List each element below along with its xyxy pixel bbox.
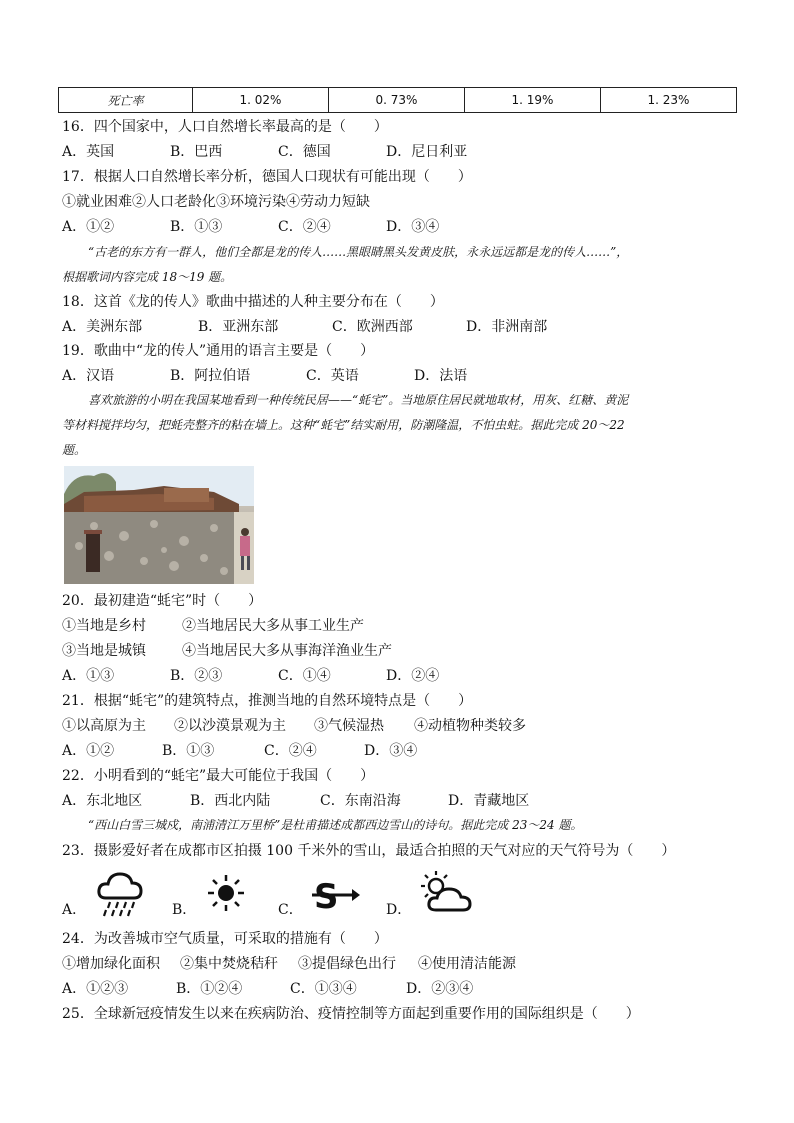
option-a[interactable]: A．美洲东部 xyxy=(62,319,143,335)
option-d[interactable]: D．法语 xyxy=(414,368,468,384)
option-a[interactable]: A．汉语 xyxy=(62,368,115,384)
option-a[interactable]: A．东北地区 xyxy=(62,793,143,809)
rate-table xyxy=(58,87,737,113)
option-d[interactable]: D．②④ xyxy=(386,668,440,684)
option-d[interactable]: D．青藏地区 xyxy=(448,793,530,809)
option-a[interactable]: A．英国 xyxy=(62,144,115,160)
option-d[interactable]: D．③④ xyxy=(386,219,440,235)
passage-line: 喜欢旅游的小明在我国某地看到一种传统民居——“蚝宅”。当地原住居民就地取材，用灰、红糖、黄泥 xyxy=(88,393,629,407)
option-d[interactable]: D．尼日利亚 xyxy=(386,144,468,160)
option-a[interactable]: A．①③ xyxy=(62,668,115,684)
oyster-house-photo xyxy=(64,466,254,584)
option-c[interactable]: C．欧洲西部 xyxy=(332,319,413,335)
option-a[interactable]: A．①② xyxy=(62,743,115,759)
option-d[interactable]: D． xyxy=(386,902,412,918)
partly-cloudy-icon[interactable] xyxy=(420,868,472,918)
choice-1: ①以高原为主 xyxy=(62,718,146,734)
choice-4: ④使用清洁能源 xyxy=(418,956,516,972)
option-c[interactable]: C．②④ xyxy=(264,743,317,759)
choice-2: ②当地居民大多从事工业生产 xyxy=(182,618,364,634)
passage-line: 根据歌词内容完成 18～19 题。 xyxy=(62,270,233,284)
option-c[interactable]: C． xyxy=(278,902,303,918)
option-b[interactable]: B．亚洲东部 xyxy=(198,319,279,335)
table-cell: 1. 02% xyxy=(192,88,328,113)
question-22-stem: 22．小明看到的“蚝宅”最大可能位于我国（ ） xyxy=(62,768,375,784)
svg-text:S: S xyxy=(314,877,339,917)
question-20-stem: 20．最初建造“蚝宅”时（ ） xyxy=(62,593,263,609)
choice-3: ③提倡绿色出行 xyxy=(298,956,396,972)
passage-song xyxy=(62,240,732,290)
choice-3: ③气候湿热 xyxy=(314,718,384,734)
option-d[interactable]: D．非洲南部 xyxy=(466,319,548,335)
question-25-stem: 25．全球新冠疫情发生以来在疾病防治、疫情控制等方面起到重要作用的国际组织是（ ） xyxy=(62,1006,640,1022)
option-c[interactable]: C．①③④ xyxy=(290,981,357,997)
option-a[interactable]: A． xyxy=(62,902,87,918)
option-b[interactable]: B．巴西 xyxy=(170,144,223,160)
option-c[interactable]: C．英语 xyxy=(306,368,359,384)
question-21-stem: 21．根据“蚝宅”的建筑特点，推测当地的自然环境特点是（ ） xyxy=(62,693,473,709)
option-c[interactable]: C．①④ xyxy=(278,668,331,684)
question-17-choices: ①就业困难②人口老龄化③环境污染④劳动力短缺 xyxy=(62,194,370,210)
option-b[interactable]: B．①③ xyxy=(162,743,215,759)
option-b[interactable]: B． xyxy=(172,902,197,918)
option-b[interactable]: B．②③ xyxy=(170,668,223,684)
option-c[interactable]: C．②④ xyxy=(278,219,331,235)
option-a[interactable]: A．①②③ xyxy=(62,981,129,997)
question-16-stem: 16．四个国家中，人口自然增长率最高的是（ ） xyxy=(62,119,388,135)
option-c[interactable]: C．东南沿海 xyxy=(320,793,401,809)
row-label: 死亡率 xyxy=(59,88,193,113)
passage-oyster-house xyxy=(62,388,732,463)
table-cell: 1. 23% xyxy=(600,88,736,113)
choice-1: ①增加绿化面积 xyxy=(62,956,160,972)
question-18-stem: 18．这首《龙的传人》歌曲中描述的人种主要分布在（ ） xyxy=(62,294,444,310)
option-d[interactable]: D．③④ xyxy=(364,743,418,759)
choice-4: ④动植物种类较多 xyxy=(414,718,526,734)
oyster-house-illustration xyxy=(64,466,254,584)
question-24-stem: 24．为改善城市空气质量，可采取的措施有（ ） xyxy=(62,931,388,947)
option-b[interactable]: B．西北内陆 xyxy=(190,793,271,809)
table-row xyxy=(59,88,737,113)
table-cell: 0. 73% xyxy=(328,88,464,113)
question-19-stem: 19．歌曲中“龙的传人”通用的语言主要是（ ） xyxy=(62,343,375,359)
passage-line: “西山白雪三城戍，南浦清江万里桥”是杜甫描述成都西边雪山的诗句。据此完成 23～24 题。 xyxy=(88,818,583,832)
option-b[interactable]: B．①③ xyxy=(170,219,223,235)
passage-line: 等材料搅拌均匀，把蚝壳整齐的粘在墙上。这种“蚝宅”结实耐用，防潮隆温，不怕虫蛀。据此完成 20～22 xyxy=(62,418,625,432)
choice-2: ②以沙漠景观为主 xyxy=(174,718,286,734)
question-17-stem: 17．根据人口自然增长率分析，德国人口现状有可能出现（ ） xyxy=(62,169,472,185)
option-b[interactable]: B．①②④ xyxy=(176,981,243,997)
option-d[interactable]: D．②③④ xyxy=(406,981,474,997)
sun-icon[interactable] xyxy=(206,868,246,918)
passage-line: “古老的东方有一群人，他们全都是龙的传人……黑眼睛黑头发黄皮肤，永永远远都是龙的传人……”， xyxy=(88,245,629,259)
table-cell: 1. 19% xyxy=(464,88,600,113)
choice-2: ②集中焚烧秸秆 xyxy=(180,956,278,972)
option-a[interactable]: A．①② xyxy=(62,219,115,235)
option-c[interactable]: C．德国 xyxy=(278,144,331,160)
option-b[interactable]: B．阿拉伯语 xyxy=(170,368,251,384)
choice-4: ④当地居民大多从事海洋渔业生产 xyxy=(182,643,392,659)
rain-cloud-icon[interactable] xyxy=(96,868,144,918)
choice-1: ①当地是乡村 xyxy=(62,618,146,634)
sandstorm-icon[interactable] xyxy=(312,868,360,918)
question-23-stem: 23．摄影爱好者在成都市区拍摄 100 千米外的雪山，最适合拍照的天气对应的天气符号为（ ） xyxy=(62,843,676,859)
passage-poem xyxy=(62,813,732,838)
passage-line: 题。 xyxy=(62,443,87,457)
choice-3: ③当地是城镇 xyxy=(62,643,146,659)
